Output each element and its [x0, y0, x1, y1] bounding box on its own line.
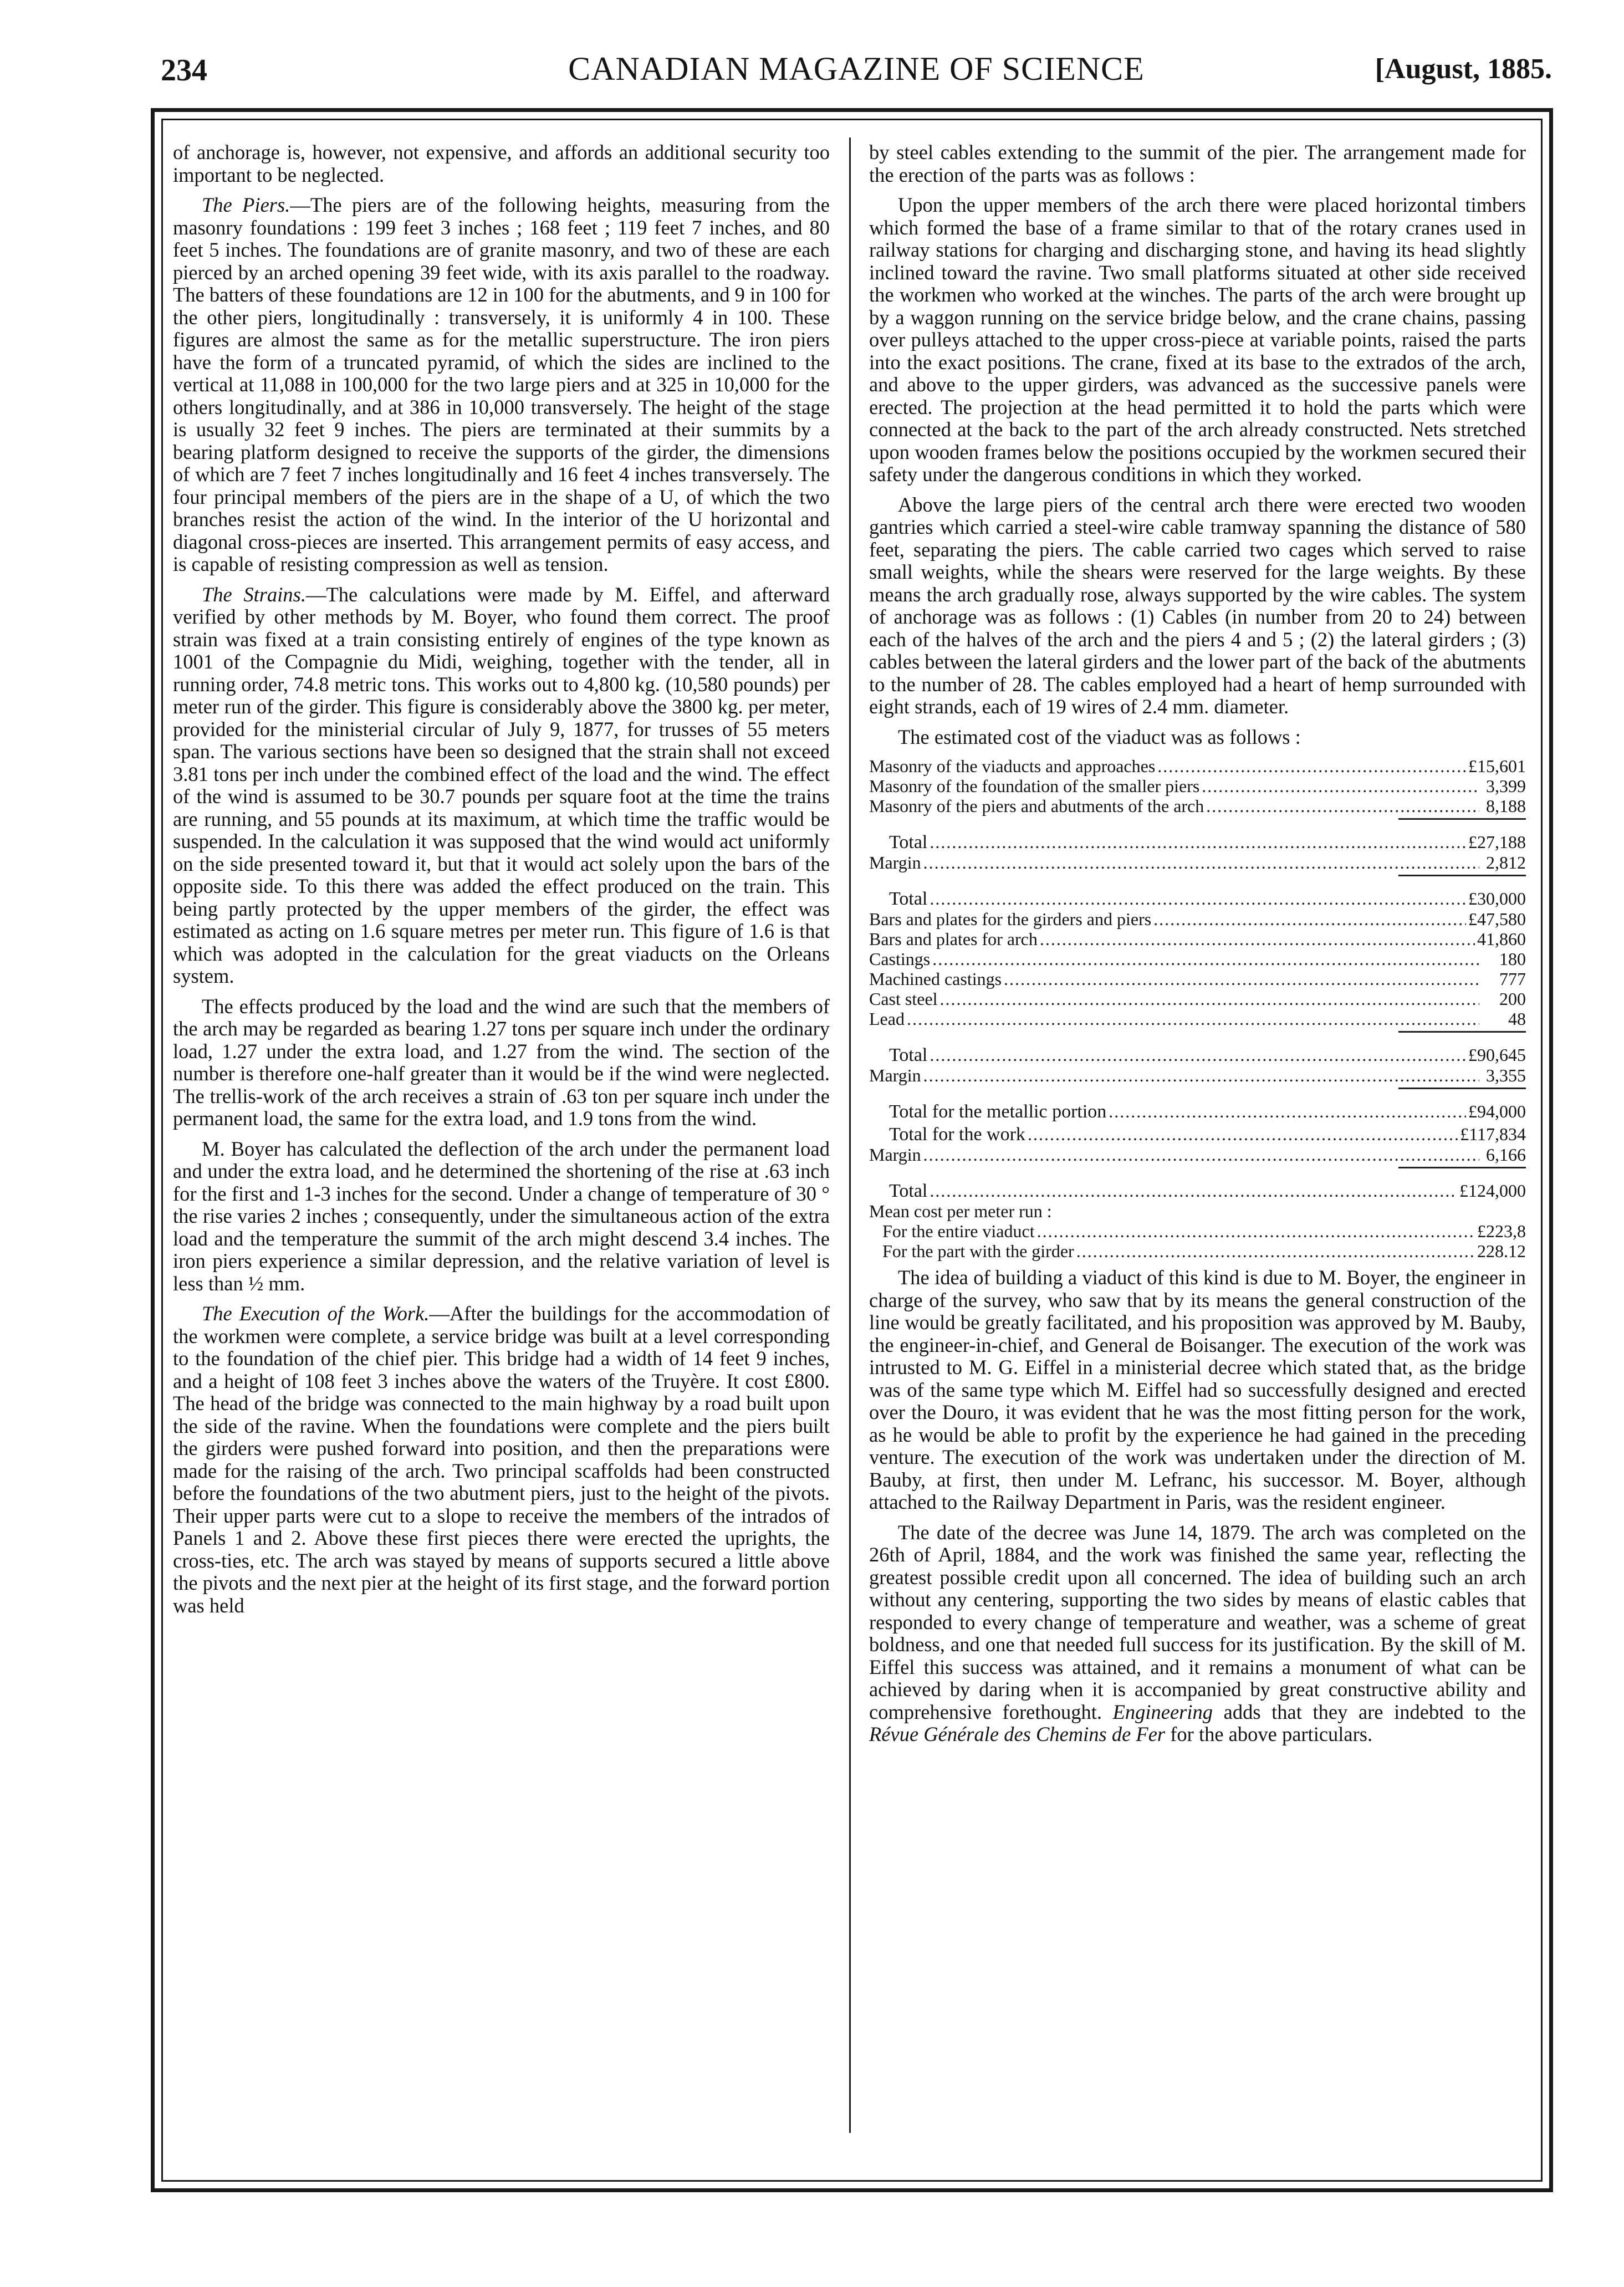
cost-label: Total for the metallic portion [889, 1101, 1107, 1122]
paragraph-cranes: Upon the upper members of the arch there were placed horizontal timbers which formed the base of a frame similar to that of the rotary cranes used in railway stations for charging and discharging stone, and having its head slightly inclined toward the ravine. Two small platforms situated at other side received the workmen who worked at the winches. The parts of the arch were brought up by a waggon running on the service bridge below, and the crane chains, passing over pulleys attached to the upper cross-piece at variable points, raised the parts into the exact positions. The crane, fixed at its base to the extrados of the arch, and above to the upper girders, was advanced as the successive panels were erected. The projection at the head permitted it to hold the parts which were connected at the back to the part of the arch already constructed. Nets stretched upon wooden frames below the positions occupied by the workmen secured their safety under the dangerous conditions in which they worked. [869, 193, 1526, 486]
paragraph-decree-text: adds that they are indebted to the [1213, 1700, 1526, 1723]
cost-table [869, 756, 1526, 1261]
paragraph-effects: The effects produced by the load and the wind are such that the members of the arch may be regarded as bearing 1.27 tons per square inch under the ordinary load, 1.27 under the extra load, and 1.27 from the wind. The section of the number is therefore one-half greater than it would be if the wind were neglected. The trellis-work of the arch receives a strain of .63 ton per square inch under the permanent load, the same for the extra load, and 1.9 tons from the wind. [173, 994, 830, 1130]
left-column [173, 141, 830, 1625]
cost-amount: £15,601 [1468, 756, 1526, 776]
cost-total-row [869, 1045, 1526, 1065]
paragraph-decree-text: The date of the decree was June 14, 1879. The arch was completed on the 26th of April, 1884, and the work was finished the same year, reflecting the greatest possible credit upon all concerned. The idea of building such an arch without any centering, supporting the two sides by means of elastic cables that responded to every change of temperature and weather, was a scheme of great boldness, and one that needed full success for its justification. By the skill of M. Eiffel this success was attained, and it remains a monument of what can be achieved by daring when it is accompanied by great constructive ability and comprehensive forethought. [869, 1520, 1526, 1723]
cost-amount: £30,000 [1468, 889, 1526, 908]
cost-margin-row [869, 852, 1526, 872]
cost-amount: £94,000 [1468, 1101, 1526, 1121]
cost-amount: 2,812 [1486, 852, 1526, 872]
cost-margin-row [869, 1145, 1526, 1165]
paragraph-gantries: Above the large piers of the central arch there were erected two wooden gantries which carried a steel-wire cable tramway spanning the distance of 580 feet, separating the piers. The cable carried two cages which served to raise small weights, while the shears were reserved for the large weights. By these means the arch gradually rose, always supported by the wire cables. The system of anchorage was as follows : (1) Cables (in number from 20 to 24) between each of the halves of the arch and the piers 4 and 5 ; (2) the lateral girders ; (3) cables between the lateral girders and the lower part of the back of the abutments to the number of 28. The cables employed had a heart of hemp surrounded with eight strands, each of 19 wires of 2.4 mm. diameter. [869, 493, 1526, 718]
cost-total-row [869, 1101, 1526, 1122]
section-heading-piers: The Piers. [202, 193, 290, 216]
cost-total-row [869, 1181, 1526, 1201]
cost-amount: 48 [1508, 1009, 1526, 1029]
cost-row [869, 1241, 1526, 1261]
cost-label: Total [889, 1045, 928, 1065]
sum-rule [1398, 875, 1526, 876]
cost-amount: 6,166 [1486, 1145, 1526, 1165]
cost-label: Lead [869, 1009, 905, 1029]
cost-row [869, 756, 1526, 776]
paragraph-strains-text: —The calculations were made by M. Eiffel, and afterward verified by other methods by M. Boyer, who found them correct. The proof strain was fixed at a train consisting entirely of engines of the type known as 1001 of the Compagnie du Midi, weighing, together with the tender, all in running order, 74.8 metric tons. This works out to 4,800 kg. (10,580 pounds) per meter run of the girder. This figure is considerably above the 3800 kg. per meter, provided for the ministerial circular of July 9, 1877, for trusses of 55 meters span. The various sections have been so designed that the strain shall not exceed 3.81 tons per inch under the combined effect of the load and the wind. The effect of the wind is assumed to be 30.7 pounds per square foot at the time the trains are running, and 55 pounds at its maximum, at which time the traffic would be suspended. In the calculation it was supposed that the wind would act uniformly on the side presented toward it, but that it would act solely upon the bars of the opposite side. To this there was added the effect produced on the train. This being partly protected by the upper members of the girder, the effect was estimated as acting on 1.6 square metres per meter run. This figure of 1.6 is that which was adopted in the calculation for the great viaducts on the Orleans system. [173, 583, 830, 987]
paragraph-decree-text: for the above particulars. [1165, 1723, 1373, 1745]
cost-label: For the part with the girder [882, 1241, 1074, 1261]
cost-total-row [869, 1124, 1526, 1145]
paragraph-cost-intro: The estimated cost of the viaduct was as follows : [898, 725, 1301, 748]
cost-amount: £124,000 [1459, 1181, 1526, 1201]
cost-total-row [869, 889, 1526, 909]
cost-label: For the entire viaduct [882, 1221, 1035, 1241]
cost-amount: £223,8 [1477, 1221, 1526, 1241]
paragraph-piers-text: —The piers are of the following heights, measuring from the masonry foundations : 199 feet 3 inches ; 168 feet ; 119 feet 7 inches, and 80 feet 5 inches. The foundations are of granite masonry, and two of these are each pierced by an arched opening 39 feet wide, with its axis parallel to the roadway. The batters of these foundations are 12 in 100 for the abutments, and 9 in 100 for the other piers, longitudinally : transversely, it is uniformly 4 in 100. These figures are almost the same as for the metallic superstructure. The iron piers have the form of a truncated pyramid, of which the sides are inclined to the vertical at 11,088 in 100,000 for the two large piers and at 325 in 10,000 for the others longitudinally, and at 386 in 10,000 transversely. The height of the stage is usually 32 feet 9 inches. The piers are terminated at their summits by a bearing platform designed to receive the supports of the girder, the dimensions of which are 7 feet 7 inches longitudinally and 16 feet 4 inches transversely. The four principal members of the piers are in the shape of a U, of which the two branches resist the action of the wind. In the interior of the U horizontal and diagonal cross-pieces are inserted. This arrangement permits of easy access, and is capable of resisting compression as well as tension. [173, 193, 830, 575]
cost-row [869, 969, 1526, 989]
cost-amount: £47,580 [1468, 909, 1526, 929]
cost-label: Total [889, 1181, 928, 1201]
cost-label: Total [889, 832, 928, 852]
cost-amount: 41,860 [1477, 929, 1526, 949]
paragraph-strains [173, 584, 830, 988]
cost-label: Masonry of the piers and abutments of the arch [869, 796, 1204, 816]
column-divider [849, 137, 851, 2133]
paragraph-anchorage: of anchorage is, however, not expensive, and affords an additional security too important to be neglected. [173, 141, 830, 186]
cost-amount: 3,399 [1486, 776, 1526, 796]
cost-amount: 8,188 [1486, 796, 1526, 816]
cost-label: Total for the work [889, 1124, 1025, 1145]
cost-label: Bars and plates for the girders and piers [869, 909, 1152, 929]
cost-label: Margin [869, 852, 921, 872]
cost-label: Bars and plates for arch [869, 929, 1038, 949]
cost-row [869, 949, 1526, 969]
cost-label: Total [889, 889, 928, 909]
paragraph-piers [173, 194, 830, 576]
cost-label: Margin [869, 1065, 921, 1085]
cost-label: Castings [869, 949, 931, 969]
cost-row [869, 909, 1526, 929]
cost-row [869, 1009, 1526, 1029]
cost-label: Masonry of the foundation of the smaller piers [869, 776, 1200, 796]
paragraph-decree [869, 1522, 1526, 1746]
paragraph-cables: by steel cables extending to the summit of the pier. The arrangement made for the erection of the parts was as follows : [869, 141, 1526, 186]
paragraph-execution [173, 1303, 830, 1617]
paragraph-boyer: The idea of building a viaduct of this kind is due to M. Boyer, the engineer in charge of the survey, who saw that by its means the general construction of the line would be greatly facilitated, and his proposition was approved by M. Bauby, the engineer-in-chief, and General de Boisanger. The execution of the work was intrusted to M. G. Eiffel in a ministerial decree which stated that, as the bridge was of the same type which M. Eiffel had so successfully designed and erected over the Douro, it was evident that he was the most fitting person for the work, as he would be able to profit by the experience he had gained in the preceding venture. The execution of the work was undertaken under the direction of M. Bauby, at first, then under M. Lefranc, his successor. M. Boyer, although attached to the Railway Department in Paris, was the resident engineer. [869, 1266, 1526, 1513]
cost-row [869, 1221, 1526, 1241]
cost-margin-row [869, 1065, 1526, 1085]
cost-row [869, 929, 1526, 949]
sum-rule [1398, 1088, 1526, 1089]
cost-amount: 3,355 [1486, 1065, 1526, 1085]
cost-label: Machined castings [869, 969, 1002, 989]
right-column [869, 141, 1526, 1754]
sum-rule [1398, 818, 1526, 820]
sum-rule [1398, 1167, 1526, 1168]
cost-amount: 777 [1499, 969, 1526, 989]
page-header [161, 50, 1552, 100]
cost-label: Margin [869, 1145, 921, 1165]
issue-date: [August, 1885. [1375, 53, 1552, 85]
section-heading-execution: The Execution of the Work. [202, 1302, 430, 1325]
cost-amount: £90,645 [1468, 1045, 1526, 1065]
cost-label: Masonry of the viaducts and approaches [869, 756, 1156, 776]
paragraph-execution-text: —After the buildings for the accommodation of the workmen were complete, a service bridge was built at a level corresponding to the foundation of the chief pier. This bridge had a width of 14 feet 9 inches, and a height of 108 feet 3 inches above the waters of the Truyère. It cost £800. The head of the bridge was connected to the main highway by a road built upon the side of the ravine. When the foundations were complete and the piers built the girders were pushed forward into position, and then the preparations were made for the raising of the arch. Two principal scaffolds had been constructed before the foundations of the two abutment piers, just to the height of the pivots. Their upper parts were cut to a slope to receive the members of the intrados of Panels 1 and 2. Above these first pieces there were erected the uprights, the cross-ties, etc. The arch was stayed by means of supports secured a little above the pivots and the next pier at the height of its first stage, and the forward portion was held [173, 1302, 830, 1617]
cost-amount: 228.12 [1477, 1241, 1526, 1261]
cost-amount: 180 [1499, 949, 1526, 969]
page-number: 234 [161, 53, 207, 88]
cost-label: Mean cost per meter run : [869, 1201, 1052, 1221]
paragraph-deflection: M. Boyer has calculated the deflection of the arch under the permanent load and under the extra load, and he determined the shortening of the rise at .63 inch for the first and 1-3 inches for the second. Under a change of temperature of 30 ° the rise varies 2 inches ; consequently, under the simultaneous action of the extra load and the temperature the summit of the arch might descend 3.4 inches. The iron piers experience a similar depression, and the relative variation of level is less than ½ mm. [173, 1137, 830, 1295]
citation-engineering: Engineering [1112, 1700, 1213, 1723]
cost-row [869, 796, 1526, 816]
cost-total-row [869, 832, 1526, 852]
citation-revue: Révue Générale des Chemins de Fer [869, 1723, 1166, 1745]
cost-row [869, 989, 1526, 1009]
section-heading-strains: The Strains. [202, 583, 306, 606]
cost-amount: 200 [1499, 989, 1526, 1009]
cost-label: Cast steel [869, 989, 938, 1009]
cost-row [869, 776, 1526, 796]
mean-cost-heading [869, 1201, 1526, 1221]
sum-rule [1398, 1031, 1526, 1033]
cost-amount: £117,834 [1460, 1124, 1526, 1144]
cost-amount: £27,188 [1468, 832, 1526, 852]
journal-title: CANADIAN MAGAZINE OF SCIENCE [568, 50, 1145, 87]
